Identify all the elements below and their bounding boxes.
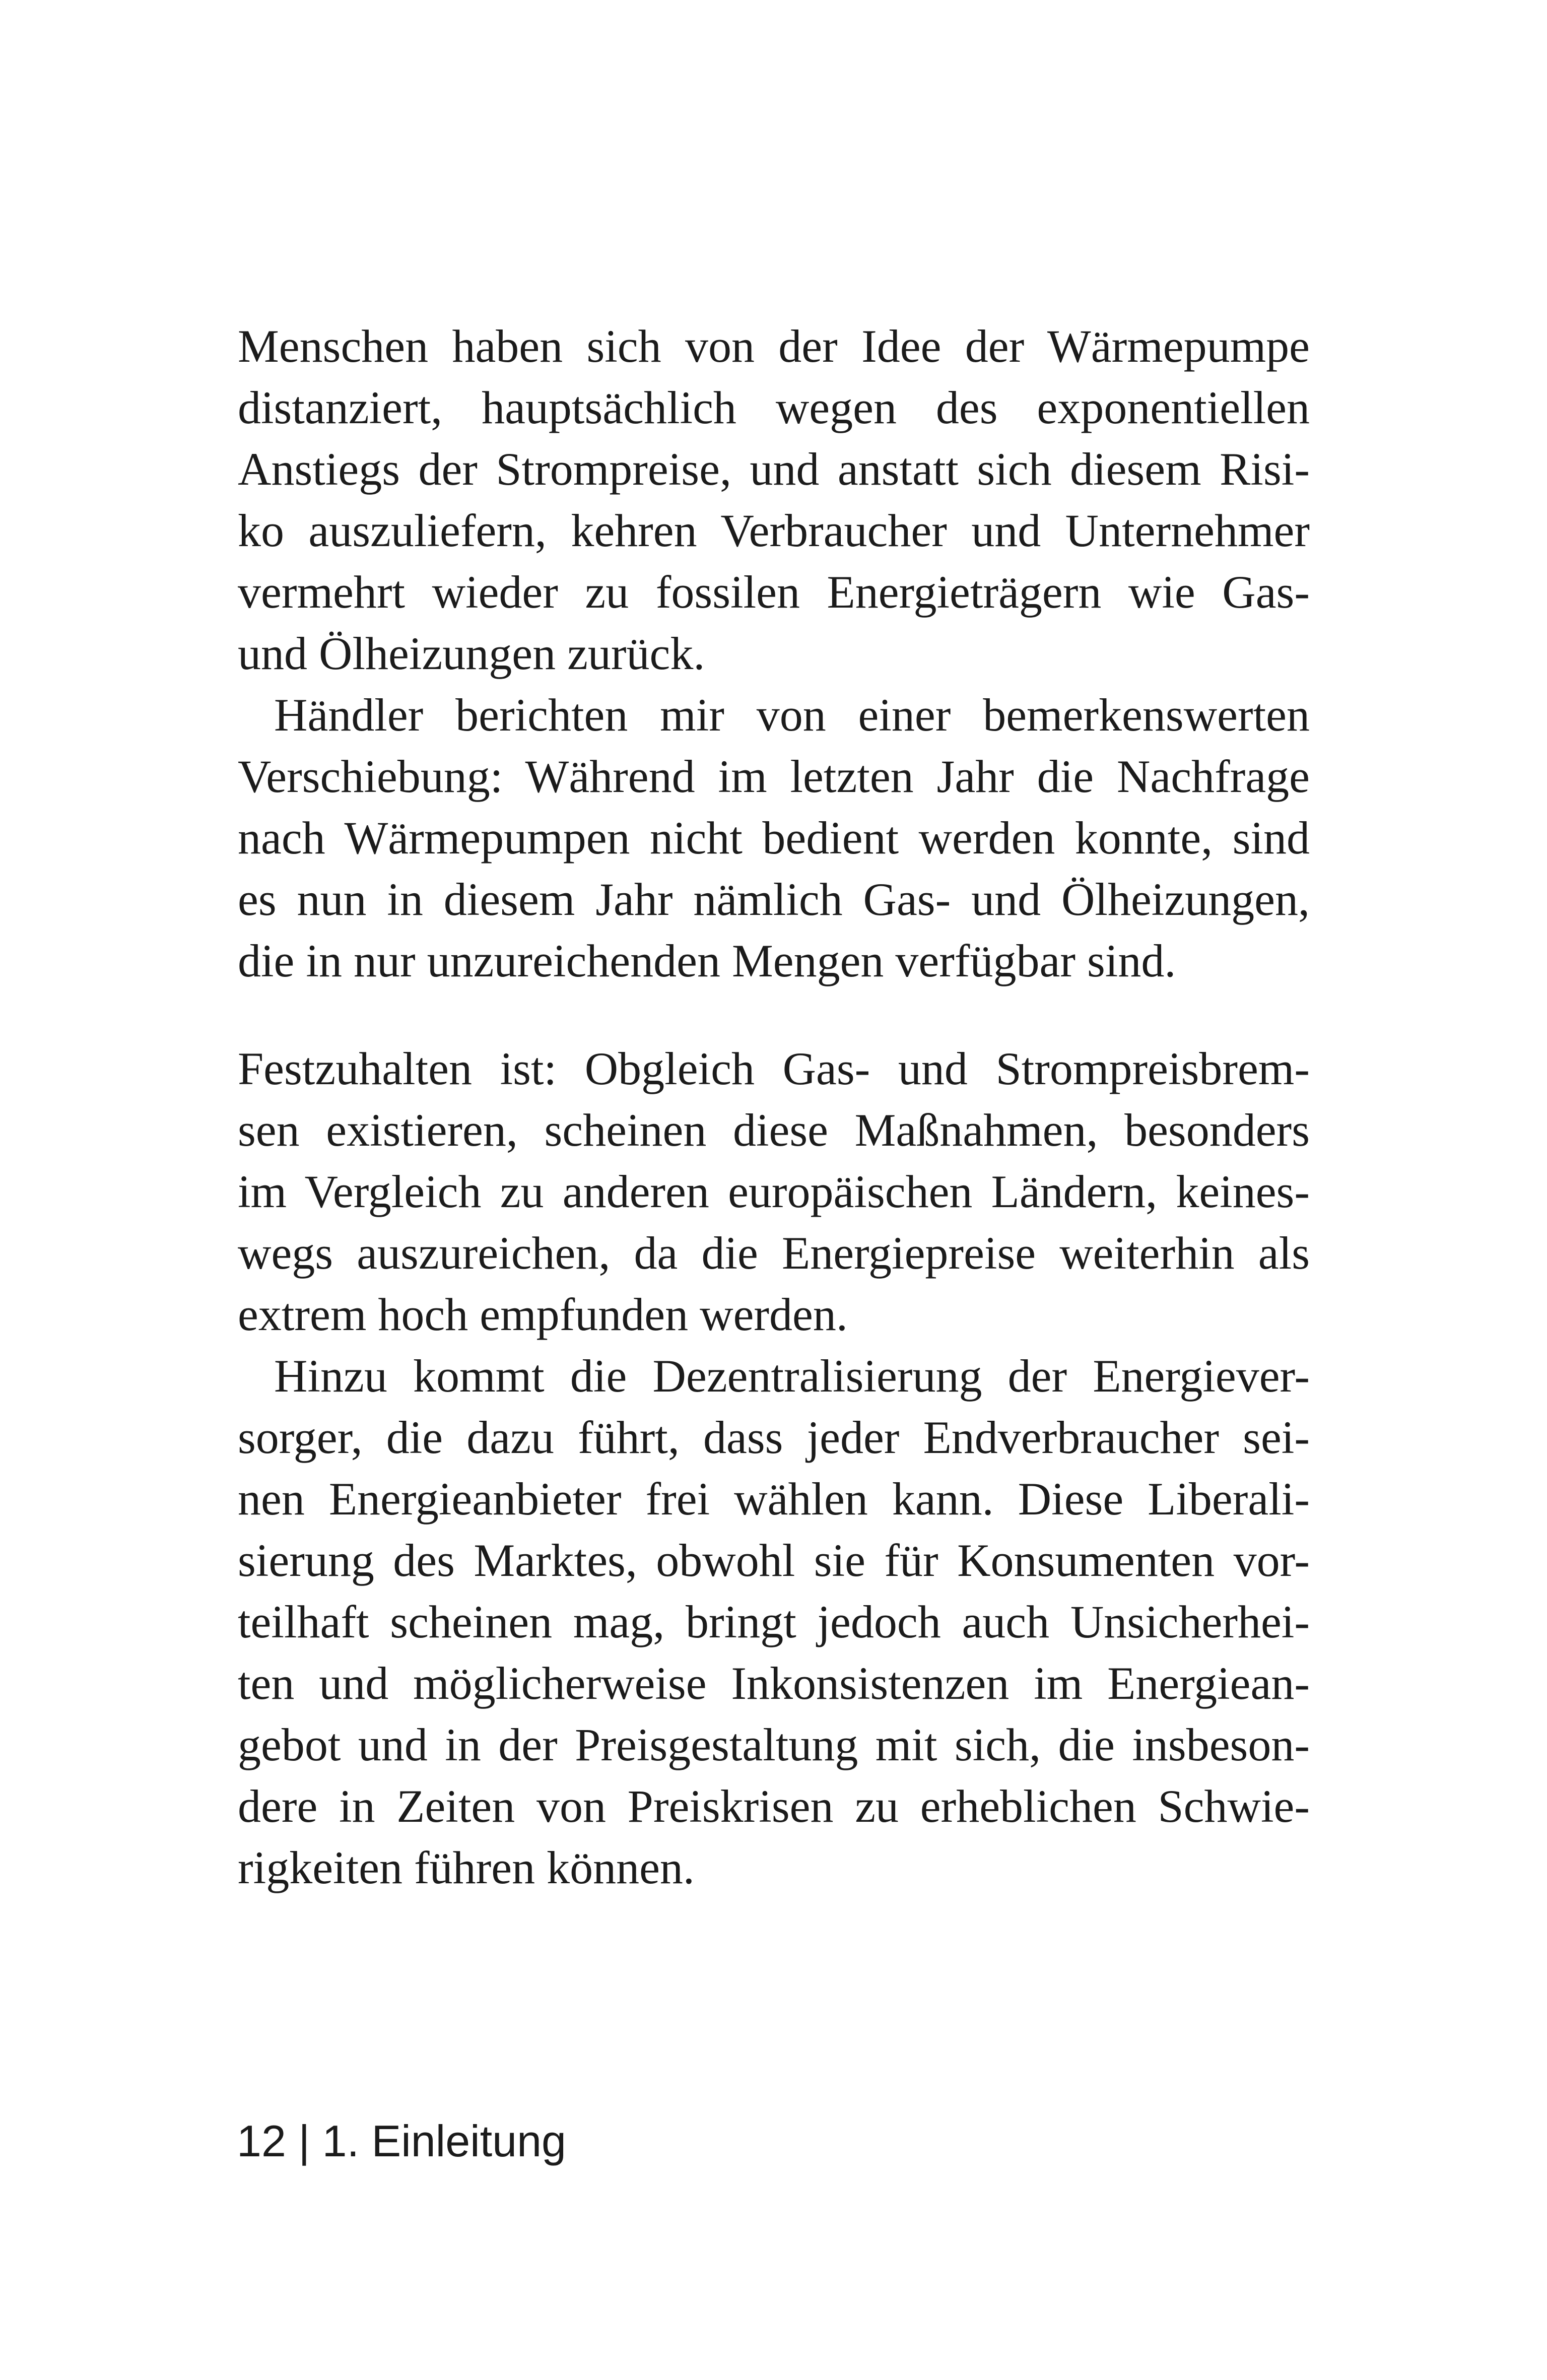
text-line: nach Wärmepumpen nicht bedient werden konnte, sind — [238, 812, 1310, 864]
text-line: die in nur unzureichenden Mengen verfügbar sind. — [238, 935, 1176, 986]
text-line: teilhaft scheinen mag, bringt jedoch auch Unsicherhei- — [238, 1596, 1310, 1647]
text-line: nen Energieanbieter frei wählen kann. Diese Liberali- — [238, 1473, 1310, 1525]
text-line: Festzuhalten ist: Obgleich Gas- und Strompreisbrem- — [238, 1043, 1310, 1094]
page-footer — [237, 2113, 566, 2169]
text-line: sierung des Marktes, obwohl sie für Konsumenten vor- — [238, 1535, 1310, 1586]
text-line: extrem hoch empfunden werden. — [238, 1289, 848, 1340]
paragraph-3 — [238, 1038, 1310, 1345]
text-line: ko auszuliefern, kehren Verbraucher und Unternehmer — [238, 505, 1310, 556]
text-line: sen existieren, scheinen diese Maßnahmen, besonders — [238, 1104, 1310, 1156]
text-line: ten und möglicherweise Inkonsistenzen im Energiean- — [238, 1658, 1310, 1709]
paragraph-4 — [238, 1345, 1310, 1898]
text-section-bottom — [238, 1038, 1310, 1898]
text-line: sorger, die dazu führt, dass jeder Endverbraucher sei- — [238, 1412, 1310, 1463]
text-line: Hinzu kommt die Dezentralisierung der Energiever- — [274, 1350, 1310, 1402]
text-line: dere in Zeiten von Preiskrisen zu erheblichen Schwie- — [238, 1780, 1310, 1832]
text-line: es nun in diesem Jahr nämlich Gas- und Ölheizungen, — [238, 874, 1310, 925]
text-line: Menschen haben sich von der Idee der Wärmepumpe — [238, 320, 1310, 372]
text-line: Anstiegs der Strompreise, und anstatt sich diesem Risi- — [238, 443, 1310, 495]
text-line: wegs auszureichen, da die Energiepreise weiterhin als — [238, 1227, 1310, 1279]
text-line: gebot und in der Preisgestaltung mit sich, die insbeson- — [238, 1719, 1310, 1770]
text-line: Händler berichten mir von einer bemerkenswerten — [274, 689, 1310, 741]
text-line: im Vergleich zu anderen europäischen Ländern, keines- — [238, 1166, 1310, 1217]
paragraph-2 — [238, 684, 1310, 991]
paragraph-1 — [238, 315, 1310, 684]
footer-separator: | — [298, 2116, 310, 2166]
text-line: Verschiebung: Während im letzten Jahr die Nachfrage — [238, 751, 1310, 802]
page-number: 12 — [237, 2116, 286, 2166]
text-section-top — [238, 315, 1310, 991]
text-line: und Ölheizungen zurück. — [238, 628, 705, 679]
chapter-title: 1. Einleitung — [322, 2116, 566, 2166]
text-line: rigkeiten führen können. — [238, 1842, 695, 1893]
text-line: distanziert, hauptsächlich wegen des exponentiellen — [238, 382, 1310, 433]
text-line: vermehrt wieder zu fossilen Energieträgern wie Gas- — [238, 566, 1310, 618]
